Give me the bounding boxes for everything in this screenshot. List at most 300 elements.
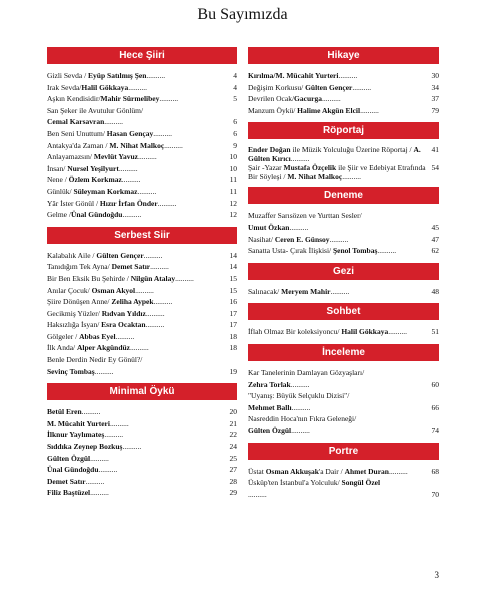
toc-page-number: 12 xyxy=(229,198,237,208)
toc-entry[interactable] xyxy=(47,319,237,331)
toc-entry-text xyxy=(248,467,408,476)
toc-entry-text xyxy=(47,465,117,474)
toc-entry[interactable] xyxy=(47,476,237,488)
section-entries xyxy=(248,460,439,501)
toc-leader-dots: .......... xyxy=(352,82,372,92)
toc-leader-dots: .......... xyxy=(81,407,101,417)
toc-title: Günlük/ xyxy=(47,186,74,196)
left-column xyxy=(47,47,237,505)
toc-page-number: 10 xyxy=(229,163,237,173)
toc-entry-text xyxy=(47,286,154,295)
section-header-serbest-siir: Serbest Siir xyxy=(47,227,237,244)
toc-title: Nene / xyxy=(47,175,69,185)
toc-leader-dots: .......... xyxy=(153,128,173,138)
toc-title: Muzaffer Sarısözen ve Yurttan Sesler/ xyxy=(248,211,362,221)
toc-leader-dots: .......... xyxy=(329,234,349,244)
toc-page-number: 17 xyxy=(229,320,237,330)
toc-title: Devrilen Ocak/ xyxy=(248,94,295,104)
toc-entry-text xyxy=(47,117,123,126)
toc-page-number: 54 xyxy=(431,163,439,173)
toc-leader-dots: .......... xyxy=(135,285,154,295)
toc-leader-dots: .......... xyxy=(388,327,407,337)
toc-author: Gülten Özgül xyxy=(47,453,91,463)
toc-page-number: 29 xyxy=(229,488,237,498)
toc-leader-dots: .......... xyxy=(115,331,135,341)
toc-title: Benle Derdin Nedir Ey Gönül?/ xyxy=(47,355,143,365)
right-column xyxy=(248,47,439,506)
toc-page-number: 11 xyxy=(229,175,237,185)
toc-entry[interactable] xyxy=(47,151,237,163)
toc-title: Irak Sevda/ xyxy=(47,82,82,92)
toc-entry[interactable] xyxy=(47,82,237,94)
toc-leader-dots: .......... xyxy=(291,425,310,435)
toc-author: Osman Akyol xyxy=(91,285,136,295)
toc-author: Filiz Baştüzel xyxy=(47,488,91,498)
toc-entry-text xyxy=(248,235,348,244)
toc-title: Bir Ben Eksik Bu Şehirde / xyxy=(47,273,131,283)
toc-leader-dots: .......... xyxy=(338,71,358,80)
toc-entry[interactable] xyxy=(248,210,439,222)
toc-entry-text xyxy=(248,246,396,255)
toc-title: İlk Anda/ xyxy=(47,343,77,353)
toc-entry[interactable] xyxy=(248,82,439,94)
toc-entry[interactable] xyxy=(47,93,237,105)
toc-author: Meryem Mahir xyxy=(281,286,331,296)
toc-entry-text xyxy=(47,141,183,150)
toc-author: Demet Satır xyxy=(111,262,151,272)
toc-leader-dots: .......... xyxy=(90,488,109,498)
toc-page-number: 4 xyxy=(233,71,237,80)
section-header-hece-siiri: Hece Şiiri xyxy=(47,47,237,64)
toc-entry-text xyxy=(47,488,109,497)
toc-entry[interactable] xyxy=(47,116,237,128)
toc-leader-dots: .......... xyxy=(121,175,141,185)
toc-title: "Uyanış: Büyük Selçuklu Dizisi"/ xyxy=(248,391,350,401)
toc-author: Hasan Gençay xyxy=(106,128,154,138)
toc-page-number: 22 xyxy=(229,430,237,440)
section-entries xyxy=(248,320,439,338)
toc-title: Şair -Yazar xyxy=(248,163,284,173)
toc-leader-dots: .......... xyxy=(330,286,350,296)
toc-page-number: 25 xyxy=(229,453,237,463)
toc-entry[interactable] xyxy=(248,163,439,181)
toc-title: ile Müzik Yolculuğu Üzerine Röportaj / xyxy=(290,145,414,155)
toc-title: İflah Olmaz Bir koleksiyoncu/ xyxy=(248,327,342,337)
toc-page-number: 37 xyxy=(431,94,439,104)
toc-page-number: 24 xyxy=(229,442,237,452)
toc-entry[interactable] xyxy=(248,379,439,391)
toc-title: San Şeker ile Avutulur Gönlüm/ xyxy=(47,105,144,115)
section-entries xyxy=(248,64,439,116)
toc-author: M. Nihat Malkoç xyxy=(109,140,165,150)
toc-entry-text xyxy=(248,490,267,499)
toc-entry[interactable] xyxy=(47,418,237,430)
toc-entry[interactable] xyxy=(47,441,237,453)
toc-page-number: 21 xyxy=(229,418,237,428)
toc-author: Kırılma/M. Mücahit Yurteri xyxy=(248,71,339,80)
toc-author: Ceren E. Günsoy xyxy=(274,234,330,244)
toc-leader-dots: .......... xyxy=(94,366,114,376)
toc-leader-dots: .......... xyxy=(153,297,173,307)
toc-entry[interactable] xyxy=(47,273,237,285)
toc-entry[interactable] xyxy=(47,429,237,441)
toc-author: Hızır İrfan Önder xyxy=(99,198,158,208)
toc-entry[interactable] xyxy=(47,453,237,465)
toc-entry-text xyxy=(47,320,164,329)
toc-page-number: 6 xyxy=(233,117,237,127)
toc-title: Gizli Sevda / xyxy=(47,71,89,80)
toc-entry-text xyxy=(248,380,309,389)
toc-author: Eyüp Satılmış Şen xyxy=(88,71,147,80)
toc-entry[interactable] xyxy=(248,145,439,163)
section-entries xyxy=(248,280,439,298)
toc-entry-text xyxy=(248,163,426,181)
toc-entry-text xyxy=(47,430,123,439)
toc-page-number: 45 xyxy=(431,222,439,232)
toc-entry[interactable] xyxy=(248,286,439,298)
toc-title: Anlayamazsın/ xyxy=(47,152,94,162)
toc-entry[interactable] xyxy=(248,425,439,437)
toc-leader-dots: .......... xyxy=(109,418,129,428)
toc-leader-dots: .......... xyxy=(145,320,165,330)
toc-title: Antakya'da Zaman / xyxy=(47,140,110,150)
toc-author: Gülten Özgül xyxy=(248,425,292,435)
toc-page-number: 4 xyxy=(233,82,237,92)
toc-page-number: 5 xyxy=(233,94,237,104)
toc-author: M. Nihat Malkoç xyxy=(287,172,343,182)
toc-title: Kalabalık Aile / xyxy=(47,250,97,260)
toc-entry[interactable] xyxy=(47,331,237,343)
toc-entry-text xyxy=(47,367,113,376)
toc-author: Halil Gökkaya xyxy=(341,327,389,337)
toc-page-number: 66 xyxy=(431,402,439,412)
toc-page-number: 70 xyxy=(431,489,439,499)
toc-author: Osman Akkuşak xyxy=(265,466,319,476)
toc-entry-text xyxy=(47,343,149,352)
toc-entry-text xyxy=(47,106,143,115)
toc-entry[interactable] xyxy=(248,466,439,478)
toc-page-number: 14 xyxy=(229,262,237,272)
section-entries xyxy=(248,361,439,437)
toc-entry-text xyxy=(47,419,129,428)
toc-author: Demet Satır xyxy=(47,476,86,486)
toc-leader-dots: .......... xyxy=(104,117,124,127)
toc-entry[interactable] xyxy=(47,308,237,320)
section-entries xyxy=(248,139,439,181)
toc-entry-text xyxy=(47,94,178,103)
toc-title: Nasihat/ xyxy=(248,234,275,244)
toc-entry[interactable] xyxy=(47,70,237,82)
toc-entry[interactable] xyxy=(47,296,237,308)
toc-entry-text xyxy=(248,414,356,423)
toc-entry[interactable] xyxy=(47,174,237,186)
toc-entry-text xyxy=(47,152,157,161)
toc-page-number: 62 xyxy=(431,246,439,256)
toc-entry-text xyxy=(248,106,379,115)
toc-author: Nursel Yeşilyurt xyxy=(67,163,119,173)
toc-title: ile Şiir ve Edebiyat Etrafında Bir Söyleşi / xyxy=(248,163,426,182)
toc-entry[interactable] xyxy=(248,489,439,501)
toc-page-number: 27 xyxy=(229,465,237,475)
toc-page-number: 11 xyxy=(229,186,237,196)
toc-leader-dots: .......... xyxy=(143,250,163,260)
toc-leader-dots: .......... xyxy=(321,94,341,104)
toc-leader-dots: .......... xyxy=(122,442,142,452)
toc-entry[interactable] xyxy=(248,402,439,414)
toc-title: 'a Dair / xyxy=(318,466,345,476)
section-header-sohbet: Sohbet xyxy=(248,303,439,320)
toc-author: Mevlüt Yavuz xyxy=(93,152,138,162)
toc-author: Mehmet Ballı xyxy=(248,402,292,412)
toc-leader-dots: .......... xyxy=(137,152,157,162)
toc-page-number: 18 xyxy=(229,331,237,341)
section-header-roportaj: Röportaj xyxy=(248,122,439,139)
toc-leader-dots: .......... xyxy=(146,71,166,80)
section-entries xyxy=(47,400,237,499)
toc-leader-dots: .......... xyxy=(164,140,183,150)
toc-leader-dots: .......... xyxy=(122,210,142,220)
toc-author: Cemal Karsavran xyxy=(47,117,105,127)
toc-entry-text xyxy=(248,223,308,232)
toc-page-number: 28 xyxy=(229,476,237,486)
toc-entry-text xyxy=(47,187,156,196)
toc-author: Halil Gökkaya xyxy=(81,82,129,92)
toc-entry-text xyxy=(248,327,407,336)
toc-entry-text xyxy=(47,274,194,283)
toc-entry-text xyxy=(47,71,165,80)
toc-entry-text xyxy=(248,211,362,220)
toc-leader-dots: .......... xyxy=(159,94,179,104)
toc-leader-dots: .......... xyxy=(118,163,138,173)
toc-page-number: 15 xyxy=(229,285,237,295)
toc-page-number: 9 xyxy=(233,140,237,150)
toc-entry-text xyxy=(47,83,147,92)
toc-page-number: 12 xyxy=(229,210,237,220)
toc-entry[interactable] xyxy=(47,105,237,117)
toc-page-number: 14 xyxy=(229,250,237,260)
toc-entry[interactable] xyxy=(248,367,439,379)
toc-author: Özlem Korkmaz xyxy=(68,175,122,185)
toc-leader-dots: .......... xyxy=(130,343,149,353)
toc-title: Üstat xyxy=(248,466,266,476)
toc-page-number: 30 xyxy=(431,71,439,80)
toc-author: Gacurga xyxy=(294,94,322,104)
toc-author: Abbas Eyel xyxy=(79,331,116,341)
toc-author: Mustafa Özçelik xyxy=(283,163,337,173)
toc-title: Üsküp'ten İstanbul'a Yolculuk/ xyxy=(248,478,342,488)
toc-leader-dots: .......... xyxy=(289,222,309,232)
toc-entry-text xyxy=(47,332,134,341)
toc-entry[interactable] xyxy=(47,366,237,378)
page-title: Bu Sayımızda xyxy=(197,6,288,23)
toc-entry[interactable] xyxy=(47,342,237,354)
toc-entry-text xyxy=(47,297,172,306)
toc-author: Gülten Gençer xyxy=(305,82,353,92)
toc-page-number: 47 xyxy=(431,234,439,244)
toc-leader-dots: .......... xyxy=(175,273,194,283)
section-header-minimal-oyku: Minimal Öykü xyxy=(47,383,237,400)
toc-page-number: 34 xyxy=(431,82,439,92)
toc-entry-text xyxy=(47,175,141,184)
toc-title: Tanıdığım Tek Ayna/ xyxy=(47,262,112,272)
toc-page-number: 79 xyxy=(431,105,439,115)
toc-author: Mahir Sürmelibey xyxy=(100,94,160,104)
toc-author: Nilgün Atalay xyxy=(130,273,176,283)
toc-entry[interactable] xyxy=(248,326,439,338)
toc-entry[interactable] xyxy=(47,128,237,140)
toc-author: Halime Akgün Elcil xyxy=(297,105,361,115)
toc-author: Esra Ocaktan xyxy=(101,320,146,330)
toc-entry[interactable] xyxy=(47,186,237,198)
toc-author: A. Gülten Kırıcı xyxy=(248,145,421,164)
section-header-deneme: Deneme xyxy=(248,187,439,204)
toc-leader-dots: .......... xyxy=(157,198,177,208)
section-entries xyxy=(248,204,439,256)
toc-entry[interactable] xyxy=(248,413,439,425)
toc-leader-dots: .......... xyxy=(248,489,267,499)
toc-page-number: 41 xyxy=(431,145,439,155)
toc-leader-dots: .......... xyxy=(145,308,165,318)
toc-author: Şenol Tombaş xyxy=(333,246,378,256)
section-entries xyxy=(47,244,237,378)
toc-leader-dots: .......... xyxy=(388,466,408,476)
toc-entry-text xyxy=(47,442,141,451)
toc-leader-dots: .......... xyxy=(104,430,124,440)
toc-entry[interactable] xyxy=(47,198,237,210)
toc-leader-dots: .......... xyxy=(85,476,105,486)
toc-entry[interactable] xyxy=(47,354,237,366)
toc-leader-dots: .......... xyxy=(98,465,118,475)
toc-entry-text xyxy=(248,403,310,412)
toc-entry[interactable] xyxy=(248,222,439,234)
toc-author: Songül Özel xyxy=(341,478,381,488)
toc-title: Manzum Öykü/ xyxy=(248,105,298,115)
toc-page-number: 6 xyxy=(233,128,237,138)
toc-title: Anılar Çocuk/ xyxy=(47,285,92,295)
toc-author: Ünal Gündoğdu xyxy=(47,465,99,475)
toc-leader-dots: .......... xyxy=(360,105,379,115)
toc-entry[interactable] xyxy=(47,163,237,175)
toc-entry-text xyxy=(47,251,162,260)
toc-author: Umut Özkan xyxy=(248,222,290,232)
toc-entry-text xyxy=(248,426,310,435)
toc-page-number: 10 xyxy=(229,152,237,162)
toc-author: Sıddıka Zeynep Bozkuş xyxy=(47,442,123,452)
toc-title: Gecikmiş Yüzler/ xyxy=(47,308,102,318)
toc-entry-text xyxy=(47,199,176,208)
toc-entry-text xyxy=(248,368,364,377)
toc-author: Süleyman Korkmaz xyxy=(73,186,138,196)
toc-author: Sevinç Tombaş xyxy=(47,366,95,376)
toc-page-number: 18 xyxy=(229,343,237,353)
toc-entry-text xyxy=(47,262,169,271)
toc-page-number: 19 xyxy=(229,366,237,376)
section-entries xyxy=(47,64,237,221)
toc-title: Gölgeler / xyxy=(47,331,80,341)
toc-entry-text xyxy=(248,478,380,487)
toc-title: İnsan/ xyxy=(47,163,68,173)
toc-leader-dots: .......... xyxy=(291,402,311,412)
toc-entry-text xyxy=(248,391,349,400)
toc-entry[interactable] xyxy=(47,209,237,221)
toc-page-number: 60 xyxy=(431,379,439,389)
toc-entry[interactable] xyxy=(47,406,237,418)
toc-entry-text xyxy=(248,287,349,296)
toc-author: Ünal Gündoğdu xyxy=(70,210,123,220)
page-number: 3 xyxy=(434,570,439,580)
toc-entry-text xyxy=(47,129,172,138)
toc-leader-dots: .......... xyxy=(137,186,157,196)
toc-entry[interactable] xyxy=(47,464,237,476)
toc-page-number: 51 xyxy=(431,327,439,337)
toc-title: Kar Tanelerinin Damlayan Gözyaşları/ xyxy=(248,367,365,377)
toc-entry-text xyxy=(47,454,109,463)
toc-entry[interactable] xyxy=(248,245,439,257)
toc-entry[interactable] xyxy=(47,140,237,152)
toc-entry[interactable] xyxy=(47,487,237,499)
toc-entry-text xyxy=(47,309,165,318)
toc-title: Sanatta Usta- Çırak İlişkisi/ xyxy=(248,246,333,256)
toc-entry[interactable] xyxy=(248,105,439,117)
toc-author: İlknur Yaylımateş xyxy=(47,430,105,440)
toc-title: Şiire Dönüşen Anne/ xyxy=(47,297,112,307)
toc-title: Yâr İster Gönül / xyxy=(47,198,100,208)
toc-entry[interactable] xyxy=(248,93,439,105)
toc-entry-text xyxy=(248,83,371,92)
toc-entry[interactable] xyxy=(47,250,237,262)
toc-page-number: 17 xyxy=(229,308,237,318)
toc-leader-dots: .......... xyxy=(150,262,169,272)
toc-author: Alper Akgündüz xyxy=(77,343,131,353)
toc-page-number: 48 xyxy=(431,286,439,296)
toc-title: Aşkın Kendisidir/ xyxy=(47,94,101,104)
toc-entry-text xyxy=(47,164,138,173)
toc-entry[interactable] xyxy=(248,70,439,82)
section-header-inceleme: İnceleme xyxy=(248,344,439,361)
toc-entry-text xyxy=(47,477,104,486)
toc-entry-text xyxy=(248,71,357,80)
toc-entry-text xyxy=(248,145,421,163)
toc-entry[interactable] xyxy=(248,390,439,402)
toc-entry-text xyxy=(248,94,341,103)
toc-page-number: 20 xyxy=(229,407,237,417)
toc-page-number: 74 xyxy=(431,425,439,435)
toc-title: Salınacak/ xyxy=(248,286,282,296)
toc-title: Nasreddin Hoca'nın Fıkra Geleneği/ xyxy=(248,414,357,424)
toc-page-number: 16 xyxy=(229,297,237,307)
toc-leader-dots: .......... xyxy=(290,379,310,389)
toc-page-number: 68 xyxy=(431,466,439,476)
toc-title: Gelme / xyxy=(47,210,71,220)
toc-entry-text xyxy=(47,210,141,219)
toc-entry[interactable] xyxy=(47,285,237,297)
toc-author: Betül Eren xyxy=(47,407,82,417)
toc-entry[interactable] xyxy=(47,261,237,273)
toc-leader-dots: .......... xyxy=(342,172,361,182)
toc-entry[interactable] xyxy=(248,234,439,246)
toc-leader-dots: .......... xyxy=(128,82,148,92)
toc-entry-text xyxy=(47,355,142,364)
toc-title: Haksızlığa İsyan/ xyxy=(47,320,102,330)
toc-author: Ender Doğan xyxy=(248,145,291,155)
section-header-hikaye: Hikaye xyxy=(248,47,439,64)
toc-leader-dots: .......... xyxy=(377,246,397,256)
toc-leader-dots: .......... xyxy=(290,154,310,164)
toc-author: Rıdvan Yıldız xyxy=(101,308,146,318)
toc-entry-text xyxy=(47,407,100,416)
toc-author: Zehra Torlak xyxy=(248,379,291,389)
toc-entry[interactable] xyxy=(248,477,439,489)
